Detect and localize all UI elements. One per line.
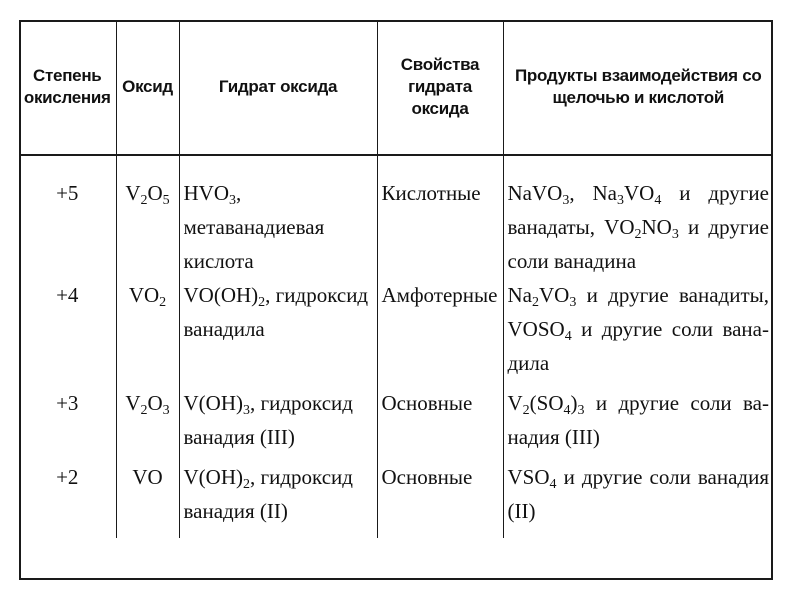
- cell-oxidation-state: +5: [19, 155, 116, 278]
- cell-properties: Кислотные: [377, 155, 503, 278]
- cell-products: $VSO_4$ и другие соли ванадия (II): [507, 465, 769, 523]
- cell-oxide: VO: [116, 460, 179, 538]
- header-hydrate: Гидрат оксида: [179, 20, 377, 155]
- cell-hydrate: $V(OH)_3$, гидроксид ванадия (III): [179, 386, 377, 460]
- cell-oxide: $V_2O_5$: [116, 155, 179, 278]
- cell-oxide: $V_2O_3$: [116, 386, 179, 460]
- cell-products: $Na_2VO_3$ и другие ванадиты, $VOSO_4$ и другие соли ванадила: [507, 283, 769, 375]
- cell-properties: Основные: [377, 386, 503, 460]
- cell-hydrate: $VO(OH)_2$, гидроксид ванадила: [179, 278, 377, 386]
- cell-oxidation-state: +2: [19, 460, 116, 538]
- header-properties: Свойства гидрата оксида: [377, 20, 503, 155]
- header-products: Продукты взаимодействия со щелочью и кислотой: [503, 20, 773, 155]
- cell-products: $V_2(SO_4)_3$ и другие соли ванадия (III): [507, 391, 769, 449]
- cell-hydrate: $V(OH)_2$, гидроксид ванадия (II): [179, 460, 377, 538]
- cell-oxidation-state: +4: [19, 278, 116, 386]
- cell-oxidation-state: +3: [19, 386, 116, 460]
- header-oxidation-state: Степень окисления: [19, 20, 116, 155]
- cell-hydrate: $HVO_3$, метаванадиевая кислота: [179, 155, 377, 278]
- cell-properties: Основные: [377, 460, 503, 538]
- table-border: [19, 20, 773, 580]
- cell-properties: Амфотерные: [377, 278, 503, 386]
- header-oxide: Оксид: [116, 20, 179, 155]
- cell-products: NaVO$_3$, $Na_3VO_4$ и другие ванадаты, $VO_2NO_3$ и другие соли ванадина: [507, 181, 769, 273]
- cell-oxide: $VO_2$: [116, 278, 179, 386]
